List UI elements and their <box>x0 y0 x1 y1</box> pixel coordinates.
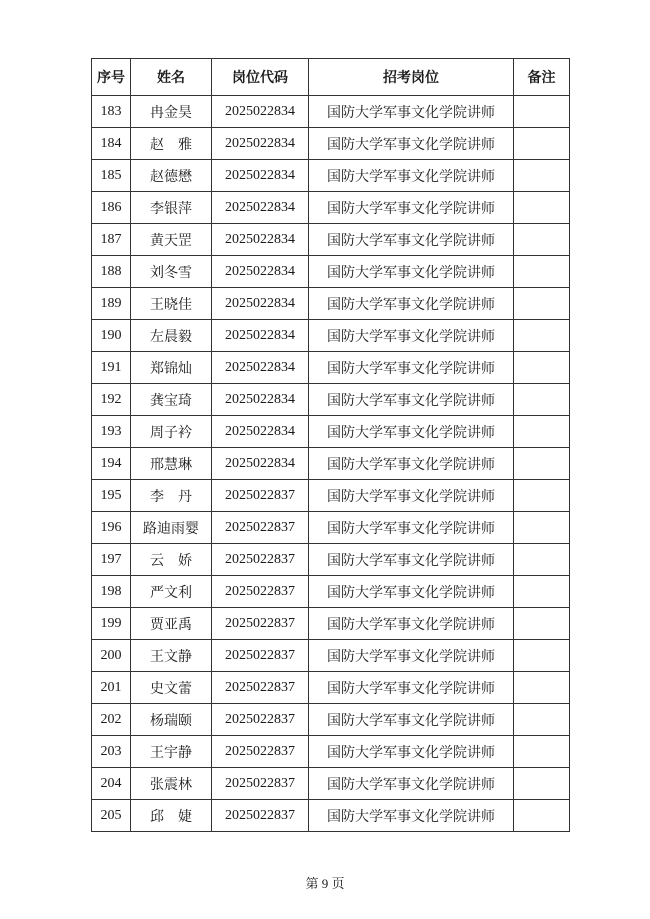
table-row <box>92 736 570 768</box>
cell-remarks <box>514 576 570 608</box>
cell-serial-number: 188 <box>92 256 131 288</box>
cell-serial-number: 186 <box>92 192 131 224</box>
table-row <box>92 160 570 192</box>
cell-position-code: 2025022837 <box>212 800 309 832</box>
cell-remarks <box>514 352 570 384</box>
cell-position-code: 2025022837 <box>212 480 309 512</box>
cell-recruitment-position: 国防大学军事文化学院讲师 <box>309 448 514 480</box>
cell-position-code: 2025022834 <box>212 256 309 288</box>
cell-name: 邱 婕 <box>131 800 212 832</box>
cell-remarks <box>514 736 570 768</box>
cell-name: 邢慧琳 <box>131 448 212 480</box>
cell-remarks <box>514 608 570 640</box>
cell-serial-number: 200 <box>92 640 131 672</box>
cell-serial-number: 199 <box>92 608 131 640</box>
table-row <box>92 448 570 480</box>
cell-recruitment-position: 国防大学军事文化学院讲师 <box>309 96 514 128</box>
cell-name: 赵德懋 <box>131 160 212 192</box>
table-row <box>92 320 570 352</box>
cell-recruitment-position: 国防大学军事文化学院讲师 <box>309 224 514 256</box>
cell-remarks <box>514 448 570 480</box>
cell-recruitment-position: 国防大学军事文化学院讲师 <box>309 288 514 320</box>
cell-remarks <box>514 224 570 256</box>
cell-serial-number: 191 <box>92 352 131 384</box>
page-number: 第 9 页 <box>305 876 345 891</box>
cell-remarks <box>514 320 570 352</box>
table-row <box>92 384 570 416</box>
table-row <box>92 480 570 512</box>
cell-name: 王文静 <box>131 640 212 672</box>
table-row <box>92 128 570 160</box>
cell-recruitment-position: 国防大学军事文化学院讲师 <box>309 480 514 512</box>
header-recruitment-position: 招考岗位 <box>309 59 514 96</box>
cell-recruitment-position: 国防大学军事文化学院讲师 <box>309 800 514 832</box>
cell-serial-number: 195 <box>92 480 131 512</box>
cell-serial-number: 205 <box>92 800 131 832</box>
table-row <box>92 96 570 128</box>
table-row <box>92 544 570 576</box>
cell-position-code: 2025022834 <box>212 352 309 384</box>
cell-position-code: 2025022837 <box>212 544 309 576</box>
cell-position-code: 2025022837 <box>212 736 309 768</box>
cell-serial-number: 198 <box>92 576 131 608</box>
cell-serial-number: 192 <box>92 384 131 416</box>
cell-name: 周子衿 <box>131 416 212 448</box>
cell-serial-number: 203 <box>92 736 131 768</box>
cell-serial-number: 204 <box>92 768 131 800</box>
cell-position-code: 2025022834 <box>212 224 309 256</box>
header-name: 姓名 <box>131 59 212 96</box>
cell-remarks <box>514 704 570 736</box>
cell-recruitment-position: 国防大学军事文化学院讲师 <box>309 416 514 448</box>
cell-recruitment-position: 国防大学军事文化学院讲师 <box>309 352 514 384</box>
cell-serial-number: 185 <box>92 160 131 192</box>
cell-name: 李银萍 <box>131 192 212 224</box>
cell-position-code: 2025022834 <box>212 288 309 320</box>
header-remarks: 备注 <box>514 59 570 96</box>
cell-name: 刘冬雪 <box>131 256 212 288</box>
cell-recruitment-position: 国防大学军事文化学院讲师 <box>309 608 514 640</box>
cell-name: 黄天罡 <box>131 224 212 256</box>
cell-position-code: 2025022834 <box>212 320 309 352</box>
cell-remarks <box>514 416 570 448</box>
table-row <box>92 256 570 288</box>
cell-name: 龚宝琦 <box>131 384 212 416</box>
cell-recruitment-position: 国防大学军事文化学院讲师 <box>309 576 514 608</box>
cell-serial-number: 201 <box>92 672 131 704</box>
cell-remarks <box>514 640 570 672</box>
table-row <box>92 224 570 256</box>
cell-remarks <box>514 480 570 512</box>
cell-position-code: 2025022837 <box>212 704 309 736</box>
cell-serial-number: 196 <box>92 512 131 544</box>
cell-name: 冉金昊 <box>131 96 212 128</box>
cell-serial-number: 197 <box>92 544 131 576</box>
cell-position-code: 2025022837 <box>212 672 309 704</box>
table-row <box>92 768 570 800</box>
header-serial-number: 序号 <box>92 59 131 96</box>
cell-remarks <box>514 384 570 416</box>
cell-position-code: 2025022837 <box>212 768 309 800</box>
cell-recruitment-position: 国防大学军事文化学院讲师 <box>309 512 514 544</box>
cell-remarks <box>514 256 570 288</box>
cell-name: 张震林 <box>131 768 212 800</box>
cell-name: 路迪雨婴 <box>131 512 212 544</box>
cell-recruitment-position: 国防大学军事文化学院讲师 <box>309 736 514 768</box>
cell-serial-number: 194 <box>92 448 131 480</box>
cell-name: 郑锦灿 <box>131 352 212 384</box>
cell-name: 赵 雅 <box>131 128 212 160</box>
cell-name: 李 丹 <box>131 480 212 512</box>
cell-recruitment-position: 国防大学军事文化学院讲师 <box>309 640 514 672</box>
cell-recruitment-position: 国防大学军事文化学院讲师 <box>309 192 514 224</box>
table-row <box>92 640 570 672</box>
table-body <box>92 96 570 832</box>
recruitment-roster-table <box>91 58 570 832</box>
cell-recruitment-position: 国防大学军事文化学院讲师 <box>309 128 514 160</box>
cell-position-code: 2025022837 <box>212 576 309 608</box>
cell-recruitment-position: 国防大学军事文化学院讲师 <box>309 544 514 576</box>
cell-remarks <box>514 768 570 800</box>
cell-name: 史文蕾 <box>131 672 212 704</box>
cell-remarks <box>514 672 570 704</box>
cell-position-code: 2025022834 <box>212 384 309 416</box>
cell-name: 贾亚禹 <box>131 608 212 640</box>
cell-remarks <box>514 512 570 544</box>
table-row <box>92 352 570 384</box>
cell-position-code: 2025022834 <box>212 192 309 224</box>
cell-recruitment-position: 国防大学军事文化学院讲师 <box>309 768 514 800</box>
table-row <box>92 704 570 736</box>
cell-position-code: 2025022834 <box>212 96 309 128</box>
table-header <box>92 59 570 96</box>
cell-name: 王晓佳 <box>131 288 212 320</box>
cell-position-code: 2025022837 <box>212 608 309 640</box>
header-row <box>92 59 570 96</box>
cell-recruitment-position: 国防大学军事文化学院讲师 <box>309 384 514 416</box>
cell-name: 王宇静 <box>131 736 212 768</box>
cell-serial-number: 189 <box>92 288 131 320</box>
cell-position-code: 2025022834 <box>212 416 309 448</box>
cell-serial-number: 187 <box>92 224 131 256</box>
cell-serial-number: 202 <box>92 704 131 736</box>
header-position-code: 岗位代码 <box>212 59 309 96</box>
cell-remarks <box>514 544 570 576</box>
cell-recruitment-position: 国防大学军事文化学院讲师 <box>309 256 514 288</box>
cell-serial-number: 183 <box>92 96 131 128</box>
cell-position-code: 2025022834 <box>212 160 309 192</box>
cell-remarks <box>514 192 570 224</box>
cell-remarks <box>514 128 570 160</box>
cell-name: 严文利 <box>131 576 212 608</box>
cell-serial-number: 193 <box>92 416 131 448</box>
cell-recruitment-position: 国防大学军事文化学院讲师 <box>309 704 514 736</box>
table-row <box>92 288 570 320</box>
cell-remarks <box>514 288 570 320</box>
cell-recruitment-position: 国防大学军事文化学院讲师 <box>309 160 514 192</box>
cell-position-code: 2025022837 <box>212 640 309 672</box>
cell-recruitment-position: 国防大学军事文化学院讲师 <box>309 672 514 704</box>
cell-name: 杨瑞颐 <box>131 704 212 736</box>
cell-name: 云 娇 <box>131 544 212 576</box>
cell-remarks <box>514 160 570 192</box>
table-row <box>92 416 570 448</box>
cell-position-code: 2025022837 <box>212 512 309 544</box>
table-row <box>92 672 570 704</box>
cell-remarks <box>514 96 570 128</box>
table-row <box>92 192 570 224</box>
table-row <box>92 576 570 608</box>
cell-recruitment-position: 国防大学军事文化学院讲师 <box>309 320 514 352</box>
table-row <box>92 608 570 640</box>
cell-name: 左晨毅 <box>131 320 212 352</box>
cell-position-code: 2025022834 <box>212 448 309 480</box>
cell-serial-number: 190 <box>92 320 131 352</box>
cell-serial-number: 184 <box>92 128 131 160</box>
cell-remarks <box>514 800 570 832</box>
table-row <box>92 800 570 832</box>
table-row <box>92 512 570 544</box>
cell-position-code: 2025022834 <box>212 128 309 160</box>
